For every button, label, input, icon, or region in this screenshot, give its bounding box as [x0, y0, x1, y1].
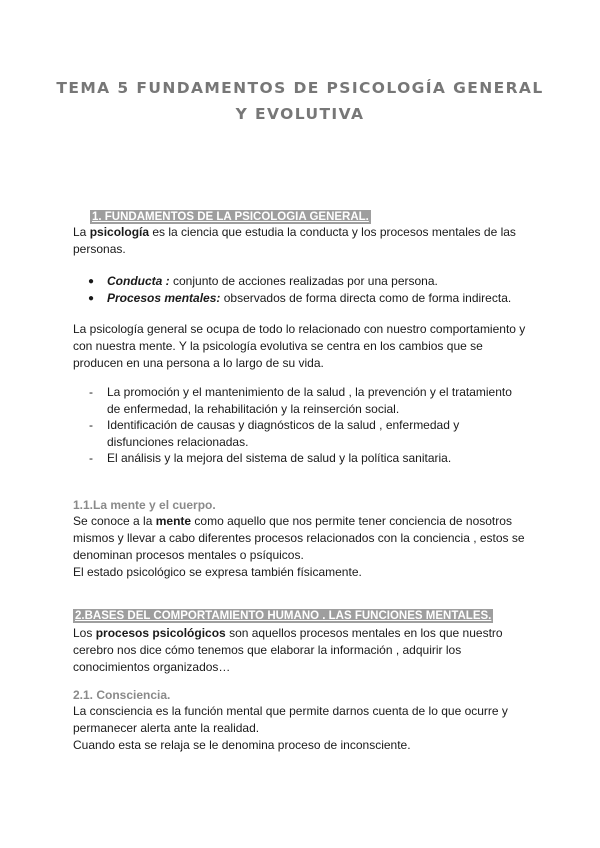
list-item-text: La promoción y el mantenimiento de la salud , la prevención y el tratamiento de enfermedad, la rehabilitación y la reinserción social.	[107, 385, 512, 416]
dash-marker: -	[89, 418, 93, 432]
dash-marker: -	[89, 385, 93, 399]
bullet-icon: ●	[88, 293, 95, 304]
inconsciente-paragraph: Cuando esta se relaja se le denomina proceso de inconsciente.	[73, 738, 411, 752]
list-item	[73, 290, 543, 307]
goals-list-wrap	[73, 384, 528, 467]
section-1-1-heading-wrap	[73, 497, 533, 514]
mente-pre: Se conoce a la	[73, 514, 156, 528]
section-1-intro	[73, 224, 533, 258]
list-item	[73, 450, 528, 467]
bullet-icon: ●	[88, 276, 95, 287]
definitions-list-wrap	[73, 273, 543, 307]
goals-list	[73, 384, 528, 467]
section-1-1-heading: 1.1.La mente y el cuerpo.	[73, 498, 216, 512]
intro-pre: La	[73, 225, 90, 239]
estado-paragraph: El estado psicológico se expresa también físicamente.	[73, 565, 362, 579]
term-conducta: Conducta :	[107, 274, 170, 288]
consciencia-paragraph: La consciencia es la función mental que permite darnos cuenta de lo que ocurre y permanecer alerta ante la realidad.	[73, 704, 508, 735]
mente-post: como aquello que nos permite tener conciencia de nosotros mismos y llevar a cabo diferentes procesos relacionados con la conciencia , estos se denominan procesos mentales o psíquicos.	[73, 514, 525, 562]
definition-text: conjunto de acciones realizadas por una persona.	[169, 274, 438, 288]
mente-paragraph	[73, 513, 533, 564]
intro-paragraph	[73, 224, 533, 258]
section-2-1-heading-wrap	[73, 687, 533, 704]
document-title-line-1: TEMA 5 FUNDAMENTOS DE PSICOLOGÍA GENERAL	[56, 79, 544, 97]
section-1-paragraph-wrap	[73, 321, 535, 372]
term-procesos-mentales: Procesos mentales:	[107, 291, 221, 305]
list-item-text: El análisis y la mejora del sistema de salud y la política sanitaria.	[107, 451, 452, 465]
list-item	[73, 417, 528, 450]
list-item	[73, 273, 543, 290]
section-1-paragraph: La psicología general se ocupa de todo lo relacionado con nuestro comportamiento y con nuestra mente. Y la psicología evolutiva se centra en los cambios que se producen en una persona a lo largo de su vida.	[73, 322, 526, 370]
procesos-post: son aquellos procesos mentales en los que nuestro cerebro nos dice cómo tenemos que elaborar la información , adquirir los conocimientos organizados…	[73, 626, 503, 674]
procesos-pre: Los	[73, 626, 96, 640]
list-item	[73, 384, 528, 417]
section-2-heading-wrap	[73, 607, 553, 624]
document-title-line-2: Y EVOLUTIVA	[235, 105, 365, 123]
definitions-list	[73, 273, 543, 307]
section-2-1-heading: 2.1. Consciencia.	[73, 688, 171, 702]
section-1-heading: 1. FUNDAMENTOS DE LA PSICOLOGIA GENERAL.	[92, 211, 369, 223]
procesos-paragraph	[73, 625, 533, 676]
term-procesos-psicologicos: procesos psicológicos	[95, 626, 226, 640]
term-psicologia: psicología	[89, 225, 150, 239]
dash-marker: -	[89, 451, 93, 465]
section-1-1-body	[73, 513, 533, 581]
section-2-body	[73, 625, 533, 676]
term-mente: mente	[155, 514, 192, 528]
section-2-1-body	[73, 703, 535, 754]
intro-post: es la ciencia que estudia la conducta y los procesos mentales de las personas.	[73, 225, 516, 256]
definition-text: observados de forma directa como de forma indirecta.	[220, 291, 512, 305]
section-2-heading: 2.BASES DEL COMPORTAMIENTO HUMANO . LAS FUNCIONES MENTALES.	[75, 610, 492, 622]
section-1-heading-wrap	[90, 208, 530, 225]
list-item-text: Identificación de causas y diagnósticos de la salud , enfermedad y disfunciones relacionadas.	[107, 418, 460, 449]
